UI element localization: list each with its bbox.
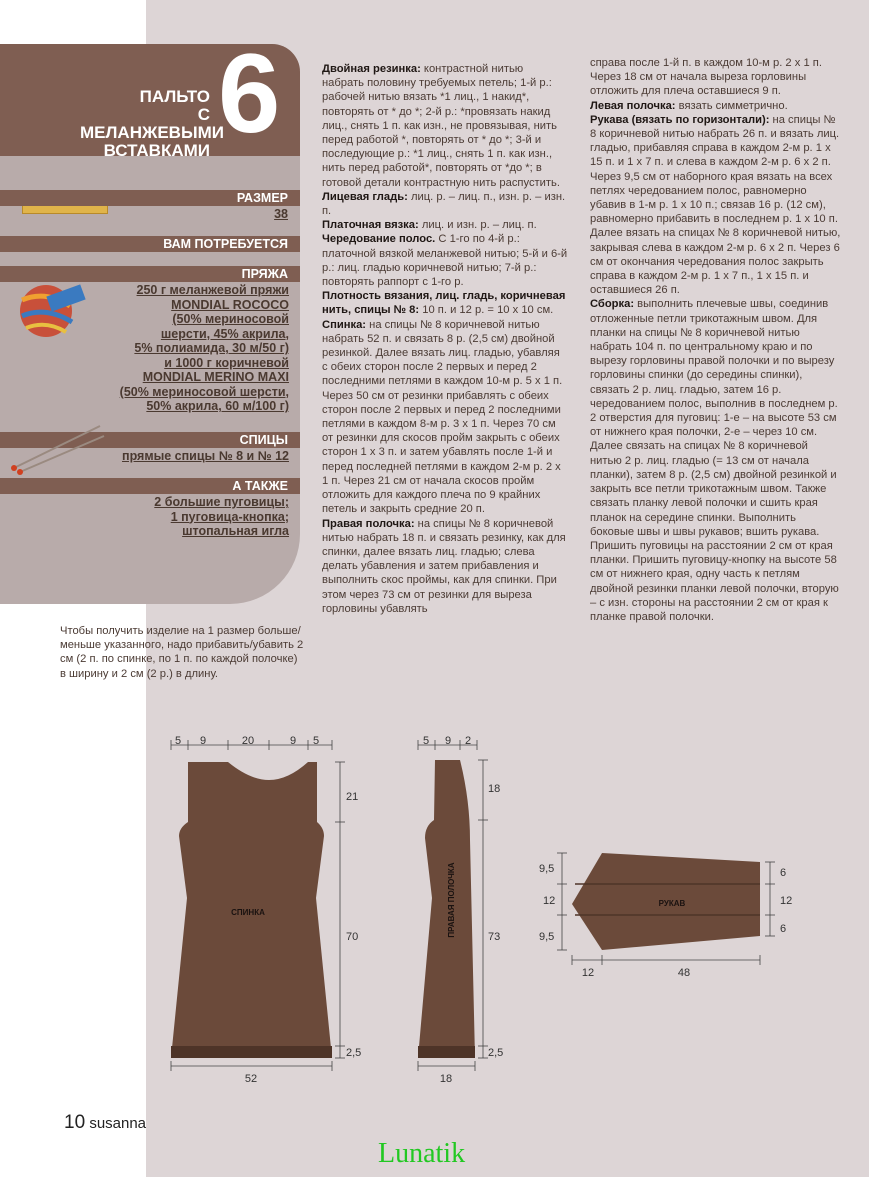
sleeve-dim-left-3: 9,5 bbox=[539, 931, 555, 943]
instruction-paragraph: Платочная вязка: лиц. и изн. р. – лиц. п. bbox=[322, 219, 537, 232]
yarn-header: ПРЯЖА bbox=[0, 266, 300, 282]
back-dim-top-5: 5 bbox=[312, 735, 320, 747]
front-pattern-schematic bbox=[418, 735, 503, 1085]
page-footer bbox=[64, 1112, 146, 1134]
front-dim-right-2: 73 bbox=[488, 931, 501, 943]
yarn-details: 250 г меланжевой пряжи MONDIAL ROCOCO (50% мериносовой шерсти, 45% акрила, 5% полиамида, 30 м/50 г) и 1000 г коричневой MONDIAL MERINO MAXI (50% мериносовой шерсти, 50% акрила, 60 м/100 г) bbox=[119, 283, 289, 413]
instruction-paragraph: Лицевая гладь: лиц. р. – лиц. п., изн. р. – изн. п. bbox=[322, 190, 566, 218]
front-dim-top-3: 2 bbox=[464, 735, 472, 747]
magazine-name: susanna bbox=[89, 1115, 147, 1132]
watermark: Lunatik bbox=[378, 1138, 466, 1169]
sleeve-dim-right-2: 12 bbox=[780, 895, 793, 907]
back-label: СПИНКА bbox=[231, 908, 265, 917]
front-dim-bottom: 18 bbox=[439, 1073, 453, 1085]
instruction-paragraph: Чередование полос. С 1-го по 4-й р.: платочной вязкой меланжевой нитью; 5-й и 6-й р.: лиц. гладью коричневой нитью; 7-й р.: повторять раппорт с 1-го р. bbox=[322, 233, 568, 289]
size-header: РАЗМЕР bbox=[0, 190, 300, 206]
front-dim-top-1: 5 bbox=[422, 735, 430, 747]
sleeve-dim-bottom-1: 12 bbox=[581, 967, 595, 979]
instructions-column-2 bbox=[590, 56, 842, 624]
back-dim-right-3: 2,5 bbox=[346, 1047, 362, 1059]
front-dim-right-3: 2,5 bbox=[488, 1047, 504, 1059]
back-dim-top-4: 9 bbox=[289, 735, 297, 747]
instruction-paragraph: Спинка: на спицы № 8 коричневой нитью набрать 52 п. и связать 8 р. (2,5 см) двойной резинкой. Далее вязать лиц. гладью, убавляя с обеих сторон после 2 первых и перед 2 последними петлями в каждом 10-м р. 5 х 1 п. Через 50 см от резинки прибавлять с обеих сторон после 2 первых и перед 2 последними петлями в каждом 8-м р. 3 х 1 п. Через 70 см от резинки для скосов пройм закрыть с обеих сторон 1 х 3 п. и затем убавлять после 1-й и перед последней петлями в каждом 2-м р. 2 х 1 п. Через 21 см от начала скосов пройм отложить для каждого плеча по 9 крайних петель и закрыть средние 20 п. bbox=[322, 318, 563, 516]
back-dim-right-2: 70 bbox=[346, 931, 359, 943]
front-dim-right-1: 18 bbox=[488, 783, 501, 795]
back-dim-top-1: 5 bbox=[174, 735, 182, 747]
back-dim-top-2: 9 bbox=[199, 735, 207, 747]
sleeve-pattern-schematic bbox=[539, 853, 792, 979]
yarn-ball-icon bbox=[20, 284, 86, 337]
size-value: 38 bbox=[274, 207, 288, 221]
model-number: 6 bbox=[218, 31, 281, 156]
sleeve-label: РУКАВ bbox=[658, 899, 686, 908]
back-dim-right-1: 21 bbox=[346, 791, 359, 803]
needles-value: прямые спицы № 8 и № 12 bbox=[122, 449, 289, 463]
sleeve-dim-left-2: 12 bbox=[543, 895, 556, 907]
knitting-needles-icon bbox=[11, 426, 104, 475]
back-pattern-schematic bbox=[171, 735, 361, 1085]
instruction-paragraph: Левая полочка: вязать симметрично. bbox=[590, 99, 788, 112]
needles-header: СПИЦЫ bbox=[0, 432, 300, 448]
sleeve-dim-right-1: 6 bbox=[780, 867, 787, 879]
instruction-paragraph: Сборка: выполнить плечевые швы, соединив отложенные петли трикотажным швом. Для планки на спицы № 8 коричневой нитью набрать 104 п. по центральному краю и по вырезу горловины правой полочки и по вырезу горловины спинки (до середины спинки), связать 2 р. лиц. гладью, затем 16 р. чередованием полос, выполнив в последнем р. 2 отверстия для пуговиц: 1-е – на высоте 53 см от нижнего края полочки, 2-е – через 10 см. Далее связать на спицах № 8 коричневой нитью 2 р. лиц. гладью (= 13 см от начала планки), затем 8 р. (2,5 см) двойной резинкой и закрыть все петли трикотажным швом. Также связать планку левой полочки и сшить края планок на середине спинки. Выполнить боковые швы и швы рукавов; вшить рукава. Пришить пуговицы на расстоянии 2 см от края планки. Пришить пуговицу-кнопку на высоте 58 см от нижнего края, одну часть к петлям двойной резинки планки левой полочки, вторую – с изн. стороны на расстоянии 2 см от края к планке правой полочки. bbox=[590, 298, 839, 623]
instruction-paragraph: Плотность вязания, лиц. гладь, коричневая нить, спицы № 8: 10 п. и 12 р. = 10 х 10 см. bbox=[322, 290, 566, 317]
back-dim-bottom: 52 bbox=[244, 1073, 258, 1085]
sleeve-dim-bottom-2: 48 bbox=[677, 967, 691, 979]
instruction-paragraph: Двойная резинка: контрастной нитью набрать половину требуемых петель; 1-й р.: рабочей нитью вязать *1 лиц., 1 накид*, повторять от * до *; 2-й р.: *провязать накид лиц., снять 1 п. как изн., не провязывая, нить перед работой *, повторять от * до *; 3-й и последующие р.: *1 лиц., снять 1 п. как изн., нить перед работой*, повторять от *до *; в готовой детали контрастную нить распустить. bbox=[322, 63, 560, 189]
sleeve-dim-right-3: 6 bbox=[780, 923, 787, 935]
sleeve-dim-left-1: 9,5 bbox=[539, 863, 555, 875]
instruction-paragraph: Правая полочка: на спицы № 8 коричневой нитью набрать 18 п. и связать резинку, как для спинки, далее вязать лиц. гладью; слева делать убавления и затем прибавления и выполнить скос проймы, как для спинки. При этом через 73 см от резинки для выреза горловины убавлять bbox=[322, 517, 566, 615]
size-note: Чтобы получить изделие на 1 размер больше/меньше указанного, надо прибавить/убавить 2 см (2 п. по спинке, по 1 п. по каждой полочке) в ширину и 2 см (2 р.) в длину. bbox=[60, 625, 304, 680]
instruction-paragraph: справа после 1-й п. в каждом 10-м р. 2 х 1 п. Через 18 см от начала выреза горловины отложить для плеча оставшиеся 9 п. bbox=[590, 57, 822, 98]
also-list: 2 большие пуговицы; 1 пуговица-кнопка; штопальная игла bbox=[154, 495, 289, 538]
also-header: А ТАКЖЕ bbox=[0, 478, 300, 494]
page-number: 10 bbox=[64, 1112, 86, 1133]
page-title: ПАЛЬТО С МЕЛАНЖЕВЫМИ ВСТАВКАМИ bbox=[80, 87, 224, 160]
instructions-column-1 bbox=[322, 62, 568, 616]
materials-header: ВАМ ПОТРЕБУЕТСЯ bbox=[0, 236, 300, 252]
back-dim-top-3: 20 bbox=[241, 735, 255, 747]
front-label: ПРАВАЯ ПОЛОЧКА bbox=[447, 862, 456, 938]
instruction-paragraph: Рукава (вязать по горизонтали): на спицы № 8 коричневой нитью набрать 26 п. и вязать лиц. гладью, прибавляя справа в каждом 2-м р. 1 х 15 п. и 1 х 7 п. и слева в каждом 2-м р. 6 х 2 п. Через 9,5 см от наборного края вязать на всех петлях чередованием полос, равномерно убавив в 1-м р. 1 х 10 п.; связав 16 р. (12 см), равномерно прибавить в последнем р. 1 х 10 п. Далее вязать на спицах № 8 коричневой нитью, закрывая слева в каждом 2-м р. 6 х 2 п. Через 6 см от окончания чередования полос закрыть справа в каждом 2-м р. 1 х 7 п., 1 х 15 п. и оставшиеся 26 п. bbox=[590, 113, 841, 297]
front-dim-top-2: 9 bbox=[444, 735, 452, 747]
